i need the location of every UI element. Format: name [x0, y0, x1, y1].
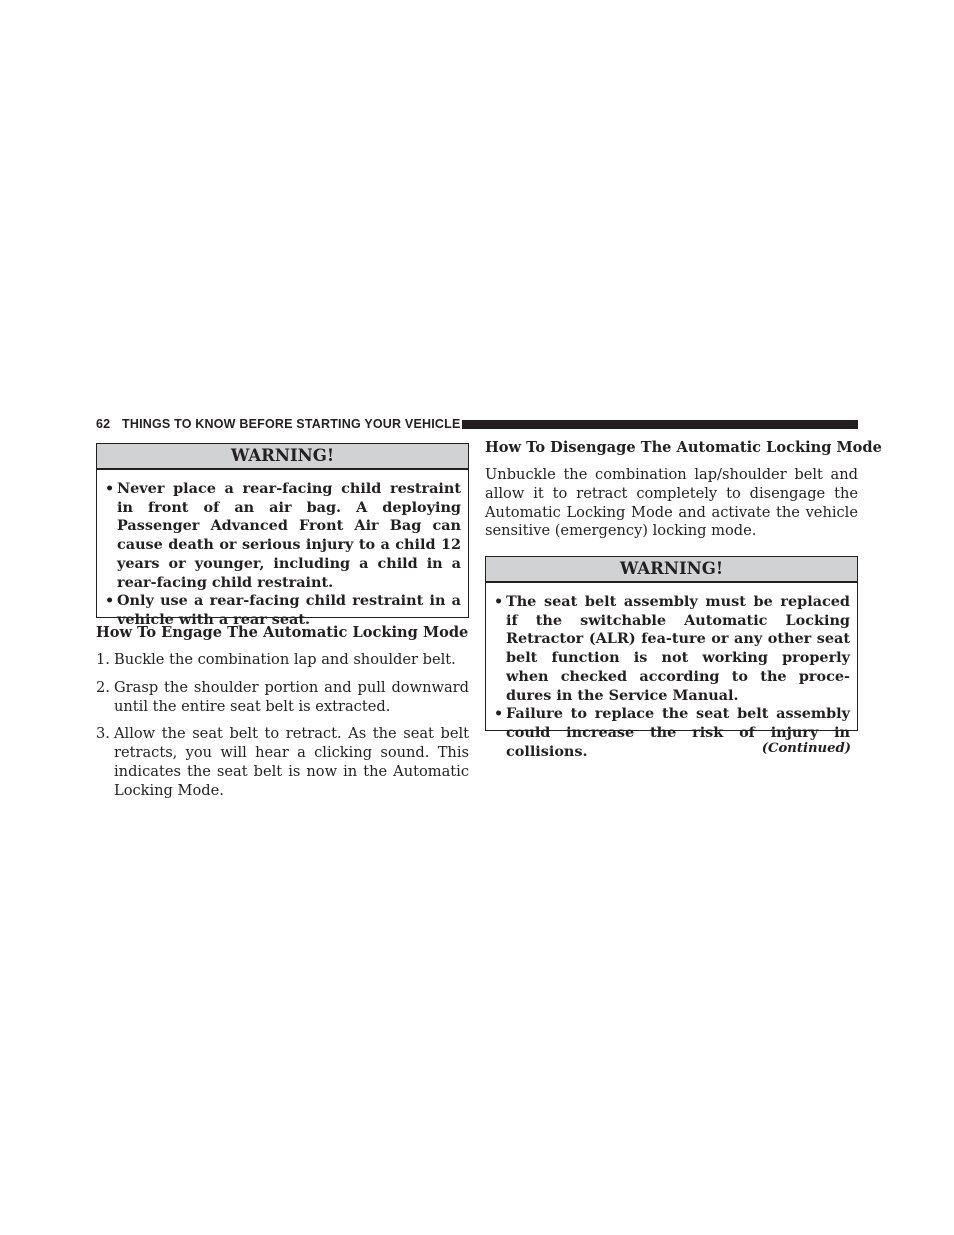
warning-list: [97, 470, 468, 636]
step-number: 3.: [96, 725, 110, 743]
header-rule-bar: [462, 420, 858, 429]
step-item: [96, 651, 469, 670]
step-item: [96, 679, 469, 717]
warning-item: [105, 480, 461, 592]
step-text: Allow the seat belt to retract. As the seat belt retracts, you will hear a clicking sound. This indicates the seat belt is now in the Automatic Locking Mode.: [114, 725, 469, 799]
warning-item-text: The seat belt assembly must be replaced if the switchable Automatic Locking Retractor (ALR) fea-ture or any other seat belt function is not working properly when checked according to the proce-dures in the Service Manual.: [506, 593, 850, 704]
page-number: 62: [96, 417, 111, 431]
continued-label: (Continued): [761, 741, 851, 756]
engage-heading: How To Engage The Automatic Locking Mode: [96, 624, 469, 641]
disengage-paragraph: Unbuckle the combination lap/shoulder belt and allow it to retract completely to disengage the Automatic Locking Mode and activate the vehicle sensitive (emergency) locking mode.: [485, 466, 858, 540]
section-title: THINGS TO KNOW BEFORE STARTING YOUR VEHICLE: [122, 417, 461, 431]
step-text: Buckle the combination lap and shoulder belt.: [114, 651, 456, 668]
step-item: [96, 725, 469, 800]
warning-item-text: Never place a rear-facing child restraint in front of an air bag. A deploying Passenger Advanced Front Air Bag can cause death or serious injury to a child 12 years or younger, including a child in a rear-facing child restraint.: [117, 480, 461, 591]
engage-steps-list: [96, 651, 469, 810]
warning-item-text: Only use a rear-facing child restraint in a vehicle with a rear seat.: [117, 592, 461, 628]
step-number: 2.: [96, 678, 110, 696]
warning-list: [486, 583, 857, 767]
step-number: 1.: [96, 651, 110, 668]
warning-item: [494, 593, 850, 705]
bullet-icon: •: [105, 592, 115, 610]
warning-box-rear-facing: [96, 443, 469, 628]
disengage-heading: How To Disengage The Automatic Locking Mode: [485, 439, 882, 456]
bullet-icon: •: [105, 480, 115, 497]
bullet-icon: •: [494, 593, 504, 610]
warning-title: WARNING!: [486, 557, 857, 583]
step-text: Grasp the shoulder portion and pull downward until the entire seat belt is extracted.: [114, 678, 469, 715]
warning-title: WARNING!: [97, 444, 468, 470]
warning-item-text: Failure to replace the seat belt assembly could increase the risk of injury in collisions.: [506, 705, 850, 760]
bullet-icon: •: [494, 705, 504, 723]
running-header: [96, 417, 858, 433]
